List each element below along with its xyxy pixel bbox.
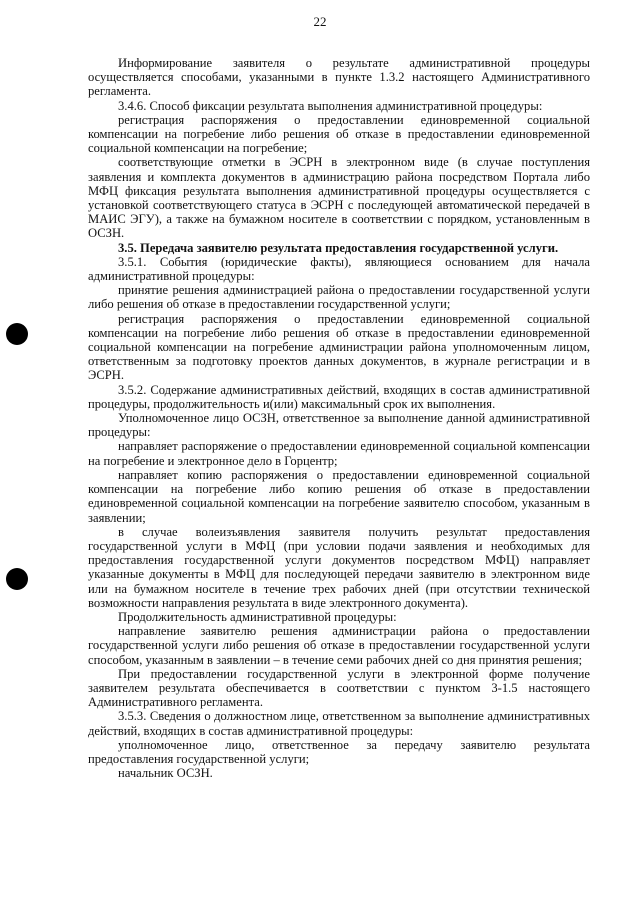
paragraph: уполномоченное лицо, ответственное за передачу заявителю результата предоставления государственной услуги; <box>88 737 590 766</box>
paragraph: регистрация распоряжения о предоставлении единовременной социальной компенсации на погребение либо решения об отказе в предоставлении единовременной социальной компенсации на погребение администрации района уполномоченным лицом, ответственным за подготовку проектов данных документов, в журнале регистрации и в ЭСРН. <box>88 311 590 383</box>
paragraph: Информирование заявителя о результате административной процедуры осуществляется способами, указанными в пункте 1.3.2 настоящего Административного регламента. <box>88 56 590 99</box>
paragraph: регистрация распоряжения о предоставлении единовременной социальной компенсации на погребение либо решения об отказе в предоставлении единовременной социальной компенсации на погребение; <box>88 112 590 156</box>
paragraph: 3.5.1. События (юридические факты), являющиеся основанием для начала административной процедуры: <box>88 254 590 284</box>
section-heading: 3.5. Передача заявителю результата предоставления государственной услуги. <box>118 240 559 255</box>
paragraph: 3.4.6. Способ фиксации результата выполнения административной процедуры: <box>118 98 543 113</box>
paragraph: При предоставлении государственной услуги в электронной форме получение заявителем результата обеспечивается в соответствии с пунктом 3-1.5 настоящего Административного регламента. <box>88 666 590 710</box>
paragraph: направляет распоряжение о предоставлении единовременной социальной компенсации на погребение и электронное дело в Горцентр; <box>88 439 590 468</box>
paragraph: направление заявителю решения администрации района о предоставлении государственной услуги либо решения об отказе в предоставлении государственной услуги способом, указанным в заявлении – в течение семи рабочих дней со дня принятия решения; <box>88 624 590 667</box>
paragraph: направляет копию распоряжения о предоставлении единовременной социальной компенсации на погребение либо копию решения об отказе в предоставлении единовременной социальной компенсации на погребение заявителю способом, указанным в заявлении; <box>88 467 590 525</box>
punch-hole-mark <box>6 323 28 345</box>
document-body <box>88 56 590 780</box>
paragraph: 3.5.3. Сведения о должностном лице, ответственном за выполнение административных действий, входящих в состав административной процедуры: <box>88 709 590 738</box>
paragraph: начальник ОСЗН. <box>118 766 213 781</box>
paragraph: в случае волеизъявления заявителя получить результат предоставления государственной услуги в МФЦ (при условии подачи заявления и необходимых для предоставления государственной услуги документов посредством МФЦ) направляет указанные документы в МФЦ для последующей передачи заявителю в электронном виде или на бумажном носителе в течение трех рабочих дней (при отсутствии технической возможности направления результата в виде электронного документа). <box>88 524 590 610</box>
page-number: 22 <box>313 14 327 29</box>
paragraph: Уполномоченное лицо ОСЗН, ответственное за выполнение данной административной процедуры: <box>88 411 590 440</box>
paragraph: принятие решения администрацией района о предоставлении государственной услуги либо решения об отказе в предоставлении государственной услуги; <box>88 283 590 312</box>
paragraph: Продолжительность административной процедуры: <box>118 609 397 624</box>
paragraph: соответствующие отметки в ЭСРН в электронном виде (в случае поступления заявления и комплекта документов в администрацию района посредством Портала либо МФЦ фиксация результата выполнения административной процедуры осуществляется с установкой соответствующего статуса в ЭСРН с последующей автоматической передачей в МАИС ЭГУ), а также на бумажном носителе в соответствии с порядком, установленным в ОСЗН. <box>88 155 590 241</box>
punch-hole-mark <box>6 568 28 590</box>
paragraph: 3.5.2. Содержание административных действий, входящих в состав административной процедуры, продолжительность и(или) максимальный срок их выполнения. <box>88 382 590 411</box>
